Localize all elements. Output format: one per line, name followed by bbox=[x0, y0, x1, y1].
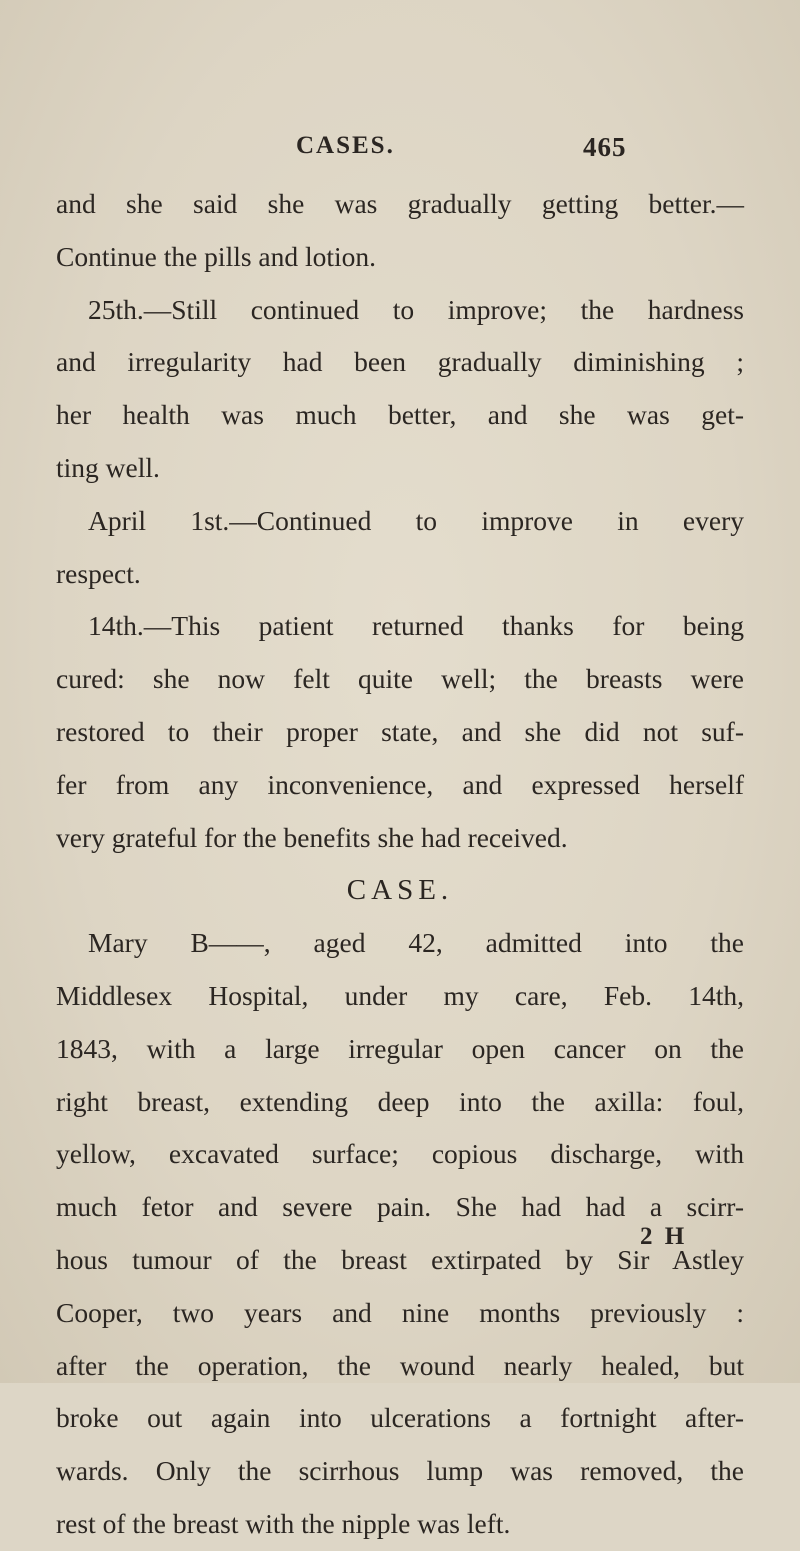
text-line: Cooper, two years and nine months previously : bbox=[56, 1296, 744, 1328]
text-line: 1843, with a large irregular open cancer on the bbox=[56, 1032, 744, 1064]
page-number: 465 bbox=[583, 132, 627, 162]
text-line: fer from any inconvenience, and expressed herself bbox=[56, 768, 744, 800]
text-line: right breast, extending deep into the axilla: foul, bbox=[56, 1085, 744, 1117]
text-line: Mary B——, aged 42, admitted into the bbox=[88, 927, 744, 959]
text-line: rest of the breast with the nipple was left. bbox=[56, 1507, 511, 1539]
text-line: ting well. bbox=[56, 451, 160, 483]
text-line: April 1st.—Continued to improve in every bbox=[88, 504, 744, 536]
text-line: hous tumour of the breast extirpated by Sir Astley bbox=[56, 1243, 744, 1275]
text-line: broke out again into ulcerations a fortnight after- bbox=[56, 1402, 744, 1434]
text-line: and irregularity had been gradually diminishing ; bbox=[56, 346, 744, 378]
text-line: wards. Only the scirrhous lump was removed, the bbox=[56, 1455, 744, 1487]
text-line: cured: she now felt quite well; the breasts were bbox=[56, 663, 744, 695]
text-line: yellow, excavated surface; copious discharge, with bbox=[56, 1138, 744, 1170]
case-heading: CASE. bbox=[346, 874, 454, 907]
text-line: and she said she was gradually getting better.— bbox=[56, 188, 744, 219]
signature-mark: 2 H bbox=[640, 1223, 688, 1250]
body-text bbox=[56, 178, 744, 1551]
text-line: restored to their proper state, and she did not suf- bbox=[56, 715, 744, 747]
text-line: Middlesex Hospital, under my care, Feb. 14th, bbox=[56, 979, 744, 1011]
running-head: CASES. bbox=[296, 132, 395, 159]
text-line: much fetor and severe pain. She had had a scirr- bbox=[56, 1191, 744, 1223]
text-line: respect. bbox=[56, 557, 141, 589]
text-line: 25th.—Still continued to improve; the hardness bbox=[88, 293, 744, 325]
text-line: Continue the pills and lotion. bbox=[56, 240, 377, 272]
text-line: her health was much better, and she was get- bbox=[56, 399, 744, 431]
text-line: very grateful for the benefits she had received. bbox=[56, 821, 568, 853]
text-line: after the operation, the wound nearly healed, but bbox=[56, 1349, 744, 1381]
text-line: 14th.—This patient returned thanks for being bbox=[88, 610, 744, 642]
page-header bbox=[0, 132, 800, 172]
